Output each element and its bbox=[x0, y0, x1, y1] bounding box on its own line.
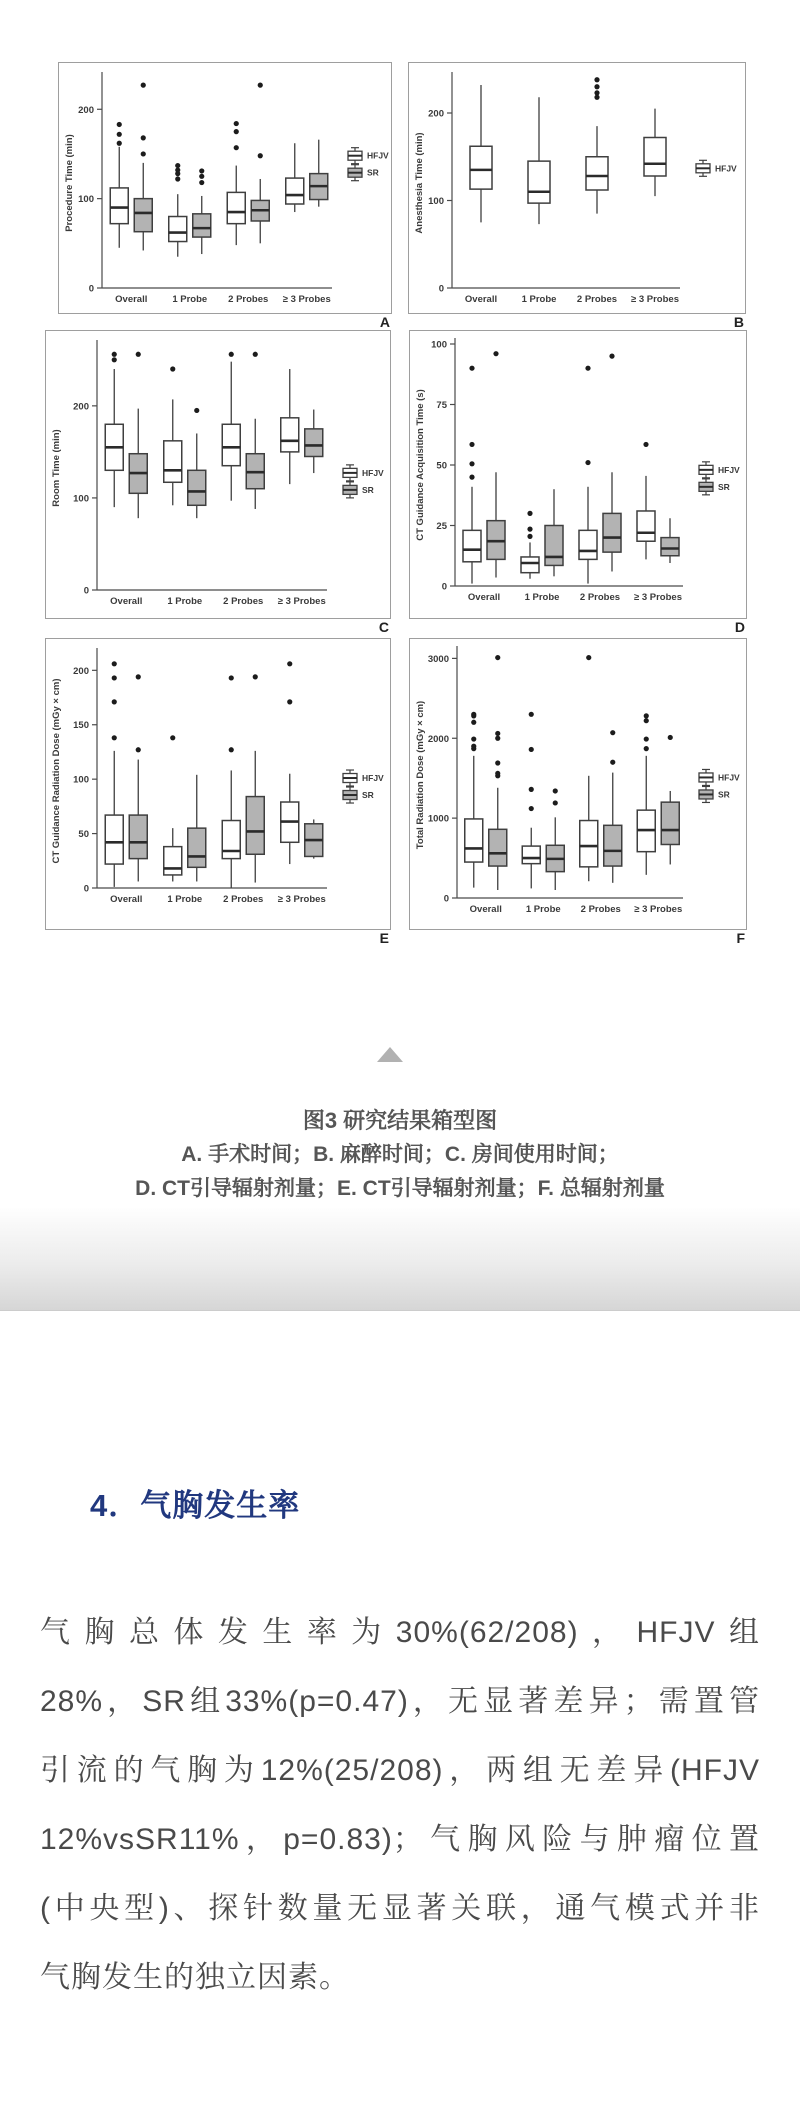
svg-text:SR: SR bbox=[718, 789, 730, 800]
svg-text:50: 50 bbox=[436, 460, 447, 472]
legend-panel-f bbox=[699, 769, 740, 802]
svg-text:0: 0 bbox=[438, 283, 444, 295]
boxplot-panel-b bbox=[408, 62, 746, 332]
svg-text:Total Radiation Dose (mGy × cm: Total Radiation Dose (mGy × cm) bbox=[415, 700, 426, 850]
svg-text:2 Probes: 2 Probes bbox=[228, 294, 269, 305]
box-f--3-probes-hfjv bbox=[637, 713, 655, 875]
box-e--3-probes-sr bbox=[305, 819, 323, 858]
box-f-1-probe-hfjv bbox=[522, 712, 540, 889]
svg-text:CT Guidance Acquisition Time (: CT Guidance Acquisition Time (s) bbox=[415, 389, 426, 541]
box-e--3-probes-hfjv bbox=[281, 661, 299, 864]
body-text-line: 12%vsSR11%，p=0.83)；气胸风险与肿瘤位置 bbox=[40, 1823, 760, 1856]
svg-text:2 Probes: 2 Probes bbox=[580, 904, 621, 915]
boxplot-panel-e bbox=[45, 638, 391, 948]
body-text-line: 气胸总体发生率为30%(62/208)，HFJV组 bbox=[40, 1616, 760, 1649]
section-body bbox=[40, 1598, 760, 2012]
figure-caption-line3: D. CT引导辐射剂量；E. CT引导辐射剂量；F. 总辐射剂量 bbox=[135, 1177, 665, 1200]
box-c-2-probes-hfjv bbox=[222, 352, 240, 501]
box-d-1-probe-sr bbox=[545, 489, 563, 576]
svg-text:B: B bbox=[733, 314, 744, 330]
box-d-2-probes-hfjv bbox=[579, 366, 597, 584]
svg-text:2 Probes: 2 Probes bbox=[223, 596, 264, 607]
box-c-1-probe-hfjv bbox=[164, 366, 182, 505]
box-b-overall-hfjv bbox=[470, 85, 492, 222]
box-f-overall-sr bbox=[489, 655, 507, 890]
box-a-2-probes-hfjv bbox=[227, 121, 245, 245]
box-d-2-probes-sr bbox=[603, 354, 621, 572]
box-a-1-probe-sr bbox=[193, 168, 211, 254]
svg-text:0: 0 bbox=[443, 893, 449, 905]
box-f-2-probes-hfjv bbox=[580, 655, 598, 881]
box-d-overall-sr bbox=[487, 351, 505, 577]
svg-text:C: C bbox=[378, 619, 389, 635]
svg-text:HFJV: HFJV bbox=[367, 150, 389, 161]
box-a--3-probes-hfjv bbox=[286, 143, 304, 212]
figure-caption-title: 图3 研究结果箱型图 bbox=[302, 1108, 498, 1133]
legend-panel-e bbox=[343, 770, 384, 803]
box-e-1-probe-sr bbox=[188, 775, 206, 882]
svg-text:0: 0 bbox=[88, 283, 94, 295]
svg-text:≥ 3 Probes: ≥ 3 Probes bbox=[282, 294, 331, 305]
svg-text:HFJV: HFJV bbox=[362, 773, 384, 784]
svg-text:100: 100 bbox=[73, 774, 89, 786]
box-d--3-probes-sr bbox=[661, 518, 679, 563]
svg-text:SR: SR bbox=[362, 484, 374, 495]
svg-text:2 Probes: 2 Probes bbox=[579, 592, 621, 603]
svg-text:Overall: Overall bbox=[469, 904, 502, 915]
svg-text:25: 25 bbox=[436, 521, 447, 532]
svg-text:Procedure Time (min): Procedure Time (min) bbox=[64, 134, 75, 232]
svg-text:1000: 1000 bbox=[427, 813, 449, 825]
svg-text:Overall: Overall bbox=[467, 592, 501, 603]
boxplot-panel-a bbox=[58, 62, 392, 332]
card-bottom-fade bbox=[0, 1208, 800, 1311]
body-text-line: 引流的气胸为12%(25/208)，两组无差异(HFJV bbox=[40, 1754, 760, 1787]
box-e-overall-sr bbox=[129, 674, 147, 881]
svg-text:100: 100 bbox=[431, 339, 447, 351]
svg-text:100: 100 bbox=[428, 196, 444, 207]
box-e-overall-hfjv bbox=[105, 661, 123, 887]
box-d-overall-hfjv bbox=[463, 366, 481, 584]
svg-text:SR: SR bbox=[718, 481, 730, 492]
legend-panel-c bbox=[343, 465, 384, 498]
svg-text:100: 100 bbox=[73, 493, 89, 505]
svg-text:Overall: Overall bbox=[110, 894, 143, 905]
svg-text:150: 150 bbox=[73, 720, 89, 732]
body-text-line: (中央型)、探针数量无显著关联，通气模式并非 bbox=[40, 1892, 760, 1925]
svg-text:A: A bbox=[379, 314, 390, 330]
svg-text:2000: 2000 bbox=[427, 733, 449, 745]
svg-text:HFJV: HFJV bbox=[718, 772, 740, 783]
svg-text:Overall: Overall bbox=[464, 294, 498, 305]
box-c-2-probes-sr bbox=[246, 352, 264, 509]
svg-text:Room Time (min): Room Time (min) bbox=[51, 429, 62, 507]
svg-text:2 Probes: 2 Probes bbox=[223, 894, 264, 905]
svg-text:Overall: Overall bbox=[115, 294, 148, 305]
svg-text:200: 200 bbox=[73, 401, 89, 413]
boxplot-panel-d bbox=[409, 330, 747, 637]
svg-text:≥ 3 Probes: ≥ 3 Probes bbox=[277, 596, 326, 607]
body-text-line: 28%，SR组33%(p=0.47)，无显著差异；需置管 bbox=[40, 1685, 760, 1718]
box-b-2-probes-hfjv bbox=[586, 77, 608, 213]
svg-text:50: 50 bbox=[78, 829, 89, 841]
svg-text:CT Guidance Radiation Dose (mG: CT Guidance Radiation Dose (mGy × cm) bbox=[51, 678, 62, 864]
legend-panel-b bbox=[696, 160, 737, 176]
box-e-2-probes-sr bbox=[246, 674, 264, 882]
svg-text:≥ 3 Probes: ≥ 3 Probes bbox=[634, 904, 683, 915]
box-a-overall-hfjv bbox=[110, 122, 128, 248]
figure-caption-line2: A. 手术时间；B. 麻醉时间；C. 房间使用时间； bbox=[181, 1143, 619, 1166]
svg-text:E: E bbox=[379, 930, 389, 946]
section-heading: 4．气胸发生率 bbox=[90, 1488, 301, 1523]
svg-text:≥ 3 Probes: ≥ 3 Probes bbox=[631, 294, 679, 305]
box-b--3-probes-hfjv bbox=[644, 109, 666, 197]
box-f--3-probes-sr bbox=[661, 735, 679, 865]
svg-text:HFJV: HFJV bbox=[718, 464, 740, 475]
svg-text:HFJV: HFJV bbox=[715, 163, 737, 174]
svg-text:F: F bbox=[736, 930, 745, 946]
box-a-2-probes-sr bbox=[251, 83, 269, 244]
svg-text:200: 200 bbox=[78, 104, 94, 116]
figure-caption bbox=[0, 1104, 800, 1206]
box-c-1-probe-sr bbox=[188, 408, 206, 518]
box-c--3-probes-hfjv bbox=[281, 369, 299, 484]
box-c-overall-hfjv bbox=[105, 352, 123, 507]
svg-text:1 Probe: 1 Probe bbox=[167, 596, 203, 607]
box-d--3-probes-hfjv bbox=[637, 442, 655, 560]
svg-text:≥ 3 Probes: ≥ 3 Probes bbox=[277, 894, 326, 905]
svg-text:75: 75 bbox=[436, 400, 447, 411]
svg-text:0: 0 bbox=[83, 585, 89, 597]
box-a-overall-sr bbox=[134, 83, 152, 251]
legend-panel-a bbox=[348, 148, 389, 181]
box-d-1-probe-hfjv bbox=[521, 511, 539, 579]
box-c-overall-sr bbox=[129, 352, 147, 518]
box-b-1-probe-hfjv bbox=[528, 97, 550, 224]
box-c--3-probes-sr bbox=[305, 410, 323, 474]
boxplot-panel-c bbox=[45, 330, 391, 637]
svg-text:200: 200 bbox=[428, 108, 444, 120]
svg-text:1 Probe: 1 Probe bbox=[521, 294, 557, 305]
svg-text:Anesthesia Time (min): Anesthesia Time (min) bbox=[414, 132, 425, 234]
svg-text:3000: 3000 bbox=[427, 653, 449, 665]
svg-text:100: 100 bbox=[78, 194, 94, 206]
legend-panel-d bbox=[699, 462, 740, 495]
box-a--3-probes-sr bbox=[310, 140, 328, 207]
box-e-2-probes-hfjv bbox=[222, 675, 240, 888]
collapse-arrow-icon[interactable] bbox=[377, 1047, 403, 1062]
body-text-line: 气胸发生的独立因素。 bbox=[40, 1961, 350, 1994]
svg-text:1 Probe: 1 Probe bbox=[167, 894, 203, 905]
svg-text:0: 0 bbox=[441, 581, 447, 593]
svg-text:HFJV: HFJV bbox=[362, 467, 384, 478]
svg-text:1 Probe: 1 Probe bbox=[524, 592, 560, 603]
svg-text:1 Probe: 1 Probe bbox=[525, 904, 561, 915]
svg-text:0: 0 bbox=[83, 883, 89, 895]
svg-text:D: D bbox=[734, 619, 745, 635]
svg-text:SR: SR bbox=[367, 167, 379, 178]
box-a-1-probe-hfjv bbox=[169, 163, 187, 257]
svg-text:≥ 3 Probes: ≥ 3 Probes bbox=[634, 592, 682, 603]
box-f-2-probes-sr bbox=[604, 730, 622, 883]
svg-text:200: 200 bbox=[73, 665, 89, 677]
svg-text:Overall: Overall bbox=[110, 596, 143, 607]
svg-text:2 Probes: 2 Probes bbox=[576, 294, 618, 305]
box-f-overall-hfjv bbox=[465, 712, 483, 888]
svg-text:SR: SR bbox=[362, 790, 374, 801]
box-f-1-probe-sr bbox=[546, 788, 564, 890]
svg-text:1 Probe: 1 Probe bbox=[172, 294, 208, 305]
box-e-1-probe-hfjv bbox=[164, 735, 182, 881]
boxplot-panel-f bbox=[409, 638, 747, 948]
